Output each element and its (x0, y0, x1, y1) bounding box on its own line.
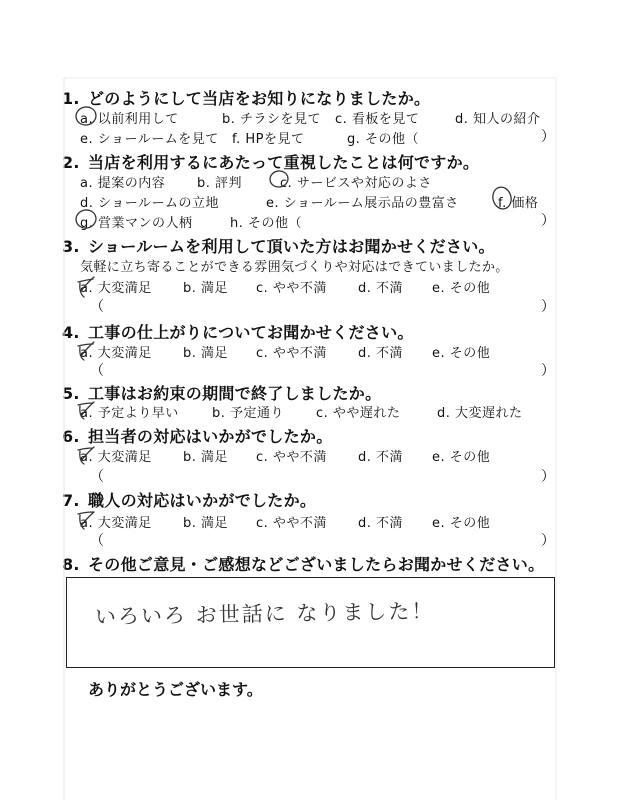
q4-open-paren: （ (90, 363, 104, 379)
thank-you-footer: ありがとうございます。 (88, 680, 263, 699)
question-7 (62, 488, 316, 511)
question-number: 7. (62, 491, 80, 510)
q2-close-paren: ） (541, 213, 555, 229)
question-2 (62, 150, 479, 173)
q3-option-b: b. 満足 (183, 281, 229, 296)
q1-close-paren: ） (541, 129, 555, 145)
q6-option-e: e. その他 (432, 450, 491, 465)
q7-option-d: d. 不満 (358, 516, 404, 531)
q4-close-paren: ） (541, 363, 555, 379)
question-number: 3. (62, 237, 80, 256)
q7-open-paren: （ (90, 533, 104, 549)
question-5 (62, 381, 381, 404)
q2-option-b: b. 評判 (197, 176, 243, 191)
q6-option-c: c. やや不満 (256, 450, 327, 465)
q3-option-e: e. その他 (432, 281, 491, 296)
question-text: 当店を利用するにあたって重視したことは何ですか。 (88, 153, 480, 172)
q3-open-paren: （ (90, 299, 104, 315)
q2-option-h: h. その他（ (230, 216, 303, 231)
q4-option-d: d. 不満 (358, 346, 404, 361)
q3-subtext: 気軽に立ち寄ることができる雰囲気づくりや対応はできていましたか。 (80, 260, 509, 275)
q7-option-a: a. 大変満足 (80, 516, 152, 531)
q6-option-a: a. 大変満足 (80, 450, 152, 465)
q6-option-b: b. 満足 (183, 450, 229, 465)
question-4 (62, 320, 414, 343)
q6-close-paren: ） (541, 469, 555, 485)
q7-option-e: e. その他 (432, 516, 491, 531)
question-number: 5. (62, 384, 80, 403)
q2-option-g: g. 営業マンの人柄 (80, 216, 193, 231)
q1-option-e: e. ショールームを見て (80, 132, 219, 147)
q5-option-d: d. 大変遅れた (437, 406, 523, 421)
question-number: 6. (62, 427, 80, 446)
question-1 (62, 86, 430, 109)
q1-option-f: f. HPを見て (232, 132, 305, 147)
question-number: 8. (62, 555, 80, 574)
q3-option-d: d. 不満 (358, 281, 404, 296)
q5-option-b: b. 予定通り (212, 406, 285, 421)
q3-option-c: c. やや不満 (256, 281, 327, 296)
question-text: 担当者の対応はいかがでしたか。 (88, 427, 333, 446)
question-number: 4. (62, 323, 80, 342)
q1-option-b: b. チラシを見て (222, 112, 322, 127)
q2-option-a: a. 提案の内容 (80, 176, 166, 191)
question-number: 1. (62, 89, 80, 108)
q1-option-a: a. 以前利用して (80, 112, 179, 127)
handwritten-comment: いろいろ お世話に なりました！ (94, 599, 435, 629)
q1-option-g: g. その他（ (347, 132, 420, 147)
question-number: 2. (62, 153, 80, 172)
question-8 (62, 552, 544, 575)
q1-option-d: d. 知人の紹介 (455, 112, 541, 127)
q6-option-d: d. 不満 (358, 450, 404, 465)
question-text: その他ご意見・ご感想などございましたらお聞かせください。 (88, 555, 545, 574)
q3-close-paren: ） (541, 299, 555, 315)
q5-option-a: a. 予定より早い (80, 406, 179, 421)
q6-open-paren: （ (90, 469, 104, 485)
q7-close-paren: ） (541, 533, 555, 549)
q3-option-a: a. 大変満足 (80, 281, 152, 296)
q7-option-c: c. やや不満 (256, 516, 327, 531)
q2-option-c: c. サービスや対応のよさ (280, 176, 432, 191)
question-text: 工事の仕上がりについてお聞かせください。 (88, 323, 414, 342)
q1-option-c: c. 看板を見て (335, 112, 420, 127)
q2-option-f: f. 価格 (498, 196, 539, 211)
q5-option-c: c. やや遅れた (316, 406, 401, 421)
q2-option-e: e. ショールーム展示品の豊富さ (266, 196, 459, 211)
question-text: 職人の対応はいかがでしたか。 (88, 491, 317, 510)
question-text: 工事はお約束の期間で終了しましたか。 (88, 384, 382, 403)
q4-option-c: c. やや不満 (256, 346, 327, 361)
question-text: どのようにして当店をお知りになりましたか。 (88, 89, 431, 108)
q4-option-e: e. その他 (432, 346, 491, 361)
question-6 (62, 424, 333, 447)
q4-option-b: b. 満足 (183, 346, 229, 361)
question-3 (62, 234, 495, 257)
q4-option-a: a. 大変満足 (80, 346, 152, 361)
question-text: ショールームを利用して頂いた方はお聞かせください。 (88, 237, 495, 256)
q7-option-b: b. 満足 (183, 516, 229, 531)
q2-option-d: d. ショールームの立地 (80, 196, 219, 211)
